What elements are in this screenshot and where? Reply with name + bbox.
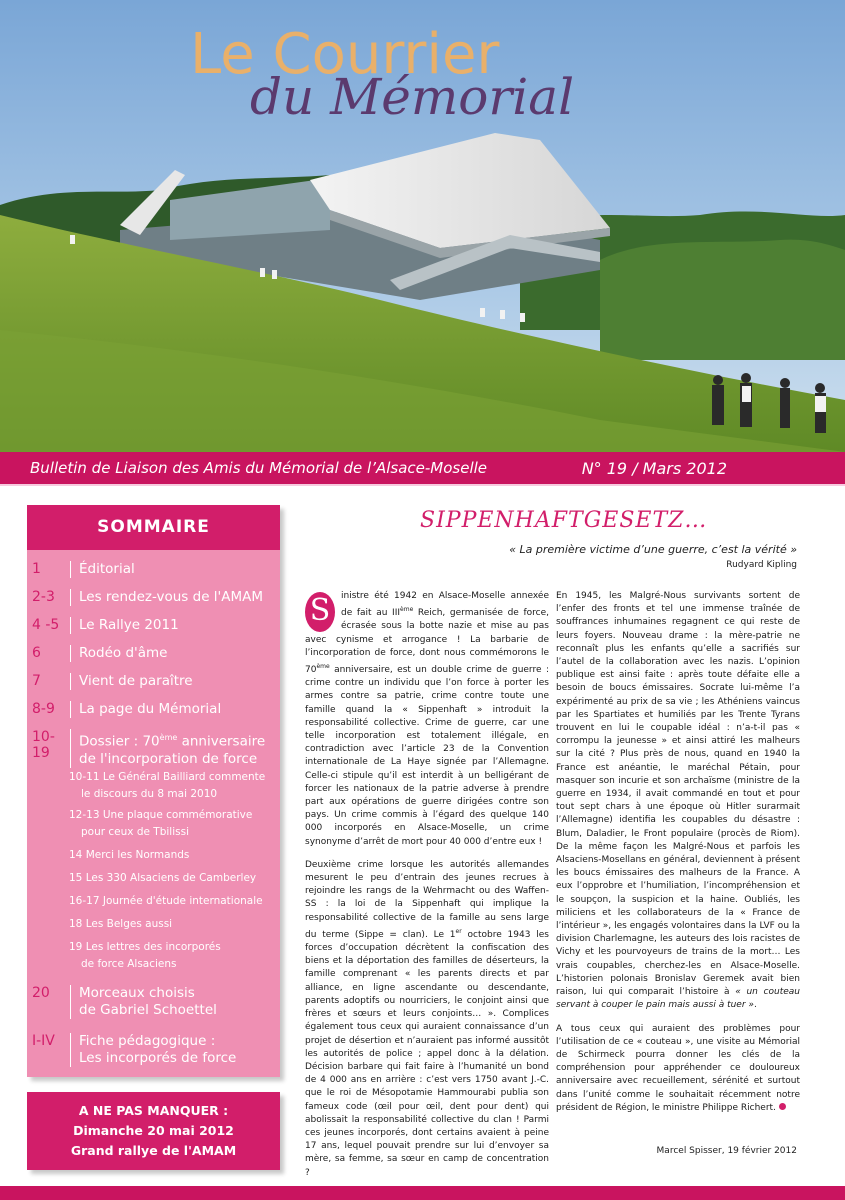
paragraph-text: inistre été 1942 en Alsace-Moselle annexée de fait au III — [341, 591, 549, 619]
toc-sub-line: 12-13 Une plaque commémorative — [69, 809, 253, 821]
toc-sub-label: 18 Les Belges aussi — [69, 918, 173, 930]
toc-sub-line: 19 Les lettres des incorporés — [69, 941, 221, 953]
toc-page: I-IV — [32, 1033, 55, 1049]
article-paragraph — [556, 590, 800, 1013]
toc-label: Vient de paraître — [70, 673, 278, 690]
toc-label-part: anniversaire — [177, 733, 266, 750]
article-paragraph — [305, 859, 549, 1180]
paragraph-sup: ème — [316, 663, 330, 671]
toc-sub-line: pour ceux de Tbilissi — [81, 826, 189, 838]
paragraph-text: En 1945, les Malgré-Nous survivants sortent de l’enfer des fronts et tel une immense traînée de souffrances inhumaines regagnent ce qui reste de leurs foyers. Nouveau drame : la mère-patrie ne reconnaît plus les enfants qu’elle a sacrifiés sur l’autel de la collaboration avec les nazis. L’opinion publique est ainsi faite : après toute défaite elle a besoin de boucs émissaires. Socrate lui-même l’a expérimenté au prix de sa vie ; les Athéniens vaincus par les Spartiates et humiliés par les Trente Tyrans trouvent en lui le coupable idéal : n’a-t-il pas « corrompu la jeunesse » et ainsi attiré les malheurs sur la cité ? Plus près de nous, quand en 1940 la France est anéantie, le maréchal Pétain, pour masquer son incurie et son archaïsme (ministre de la guerre en 1934, il avait commandé en tout et pour tout sept chars à une époque où Hitler surarmait l’Allemagne) identifia les coupables du désastre : Blum, Daladier, le Front populaire (procès de Riom). De la même façon les Malgré-Nous et parfois les Alsaciens-Mosellans en général, deviennent à présent les boucs émissaires des malheurs de la France. A eux l’opprobre et l’humiliation, l’incompréhension et le soupçon, la suspicion et la haine. Oubliés, les miliciens et les collaborateurs de la « France de l’intérieur », les engagés volontaires dans la LVF ou la division Charlemagne, les auteurs des lois racistes de Vichy et les pourvoyeurs de trains de la mort… Les vrais coupables, cherchez-les en Alsace-Moselle. L’historien polonais Bronislav Geremek avait bien raison, lui qui comparait l’histoire à — [556, 591, 800, 998]
toc-label — [70, 985, 278, 1019]
toc-heading: SOMMAIRE — [27, 505, 280, 550]
table-of-contents — [27, 505, 280, 1077]
paragraph-text: . — [753, 1000, 757, 1011]
toc-sub-label: 15 Les 330 Alsaciens de Camberley — [69, 872, 257, 884]
paragraph-text: Reich, germanisée de force, écrasée sous la botte nazie et mise au pas avec cynisme et arrogance ! La barbarie de l’incorporation de force, dont nous commémorons le 70 — [305, 608, 549, 676]
article-title: SIPPENHAFTGESETZ… — [420, 508, 708, 533]
toc-sub-label — [69, 769, 279, 803]
masthead-title: Le Courrier — [190, 22, 500, 87]
event-callout — [27, 1092, 280, 1170]
toc-page: 4 -5 — [32, 617, 60, 633]
epigraph-author: Rudyard Kipling — [726, 560, 797, 570]
toc-sub-label — [69, 939, 279, 973]
toc-page: 2-3 — [32, 589, 55, 605]
toc-sub-label: 16-17 Journée d'étude internationale — [69, 895, 263, 907]
article-paragraph — [556, 1023, 800, 1115]
cover-photo — [0, 0, 845, 452]
toc-page: 10-19 — [32, 729, 55, 761]
end-mark-icon — [779, 1103, 786, 1110]
article-epigraph: « La première victime d’une guerre, c’est la vérité » — [509, 543, 797, 556]
article-column-right — [556, 590, 800, 1125]
toc-label-part: de l'incorporation de force — [79, 750, 258, 767]
toc-page: 20 — [32, 985, 50, 1001]
toc-label: Éditorial — [70, 561, 278, 578]
toc-sub-label: 14 Merci les Normands — [69, 849, 190, 861]
toc-page: 8-9 — [32, 701, 55, 717]
drop-cap: S — [305, 592, 335, 632]
paragraph-sup: ème — [400, 606, 414, 614]
masthead — [0, 0, 845, 150]
toc-sub-label — [69, 807, 279, 841]
paragraph-text: octobre 1943 les forces d’occupation décrètent la confiscation des biens et la déportation des familles de déserteurs, la famille comprenant « les parents directs et par alliance, en ligne ascendante ou descendante, parents adoptifs ou nourriciers, le conjoint ainsi que frères et sœurs et leurs conjoints… ». Complices également tous ceux qui auraient connaissance d’un projet de désertion et n’auraient pas informé aussitôt les autorités de police ; appel donc à la délation. Décision barbare qui fait faire à l’humanité un bond de 4 000 ans en arrière : c’est vers 1750 avant J.-C. que le roi de Mésopotamie Hammourabi publia son fameux code (œil pour œil, dent pour dent) qui abolissait la responsabilité collective du clan ! Parmi ces jeunes incorporés, dont certains avaient à peine 17 ans, lequel pouvait prendre sur lui d’envoyer sa mère, sa femme, sa sœur en camp de concentration ? — [305, 929, 549, 1178]
toc-sub-line: le discours du 8 mai 2010 — [81, 788, 218, 800]
paragraph-text: A tous ceux qui auraient des problèmes pour l’utilisation de ce « couteau », une visite au Mémorial de Schirmeck pourra donner les clés de la compréhension pour appréhender ce douloureux anniversaire avec recueillement, sérénité et surtout dans l’unité comme le souhaitait récemment notre président de Région, le ministre Philippe Richert. — [556, 1023, 800, 1113]
callout-date: Dimanche 20 mai 2012 — [73, 1123, 234, 1138]
toc-sub-line: de force Alsaciens — [81, 958, 177, 970]
toc-page: 6 — [32, 645, 41, 661]
issue-number: N° 19 / Mars 2012 — [581, 458, 727, 478]
toc-label: Rodéo d'âme — [70, 645, 278, 662]
paragraph-text: Deuxième crime lorsque les autorités allemandes mesurent le peu d’entrain des jeunes recrues à rejoindre les rangs de la Wehrmacht ou des Waffen-SS : la loi de la Sippenhaft qui implique la responsabilité collective de la famille au sens large du terme (Sippe = clan). Le 1 — [305, 859, 549, 940]
footer-bar — [0, 1186, 845, 1200]
toc-label-part: Dossier : 70 — [79, 733, 160, 750]
toc-page: 1 — [32, 561, 41, 577]
bulletin-name: Bulletin de Liaison des Amis du Mémorial de l’Alsace-Moselle — [30, 459, 488, 477]
article-signature: Marcel Spisser, 19 février 2012 — [656, 1146, 797, 1156]
article-column-left — [305, 590, 549, 1190]
toc-label — [70, 729, 278, 768]
toc-label: La page du Mémorial — [70, 701, 278, 718]
toc-label-part: de Gabriel Schoettel — [79, 1002, 217, 1018]
toc-label-part: Fiche pédagogique : — [79, 1033, 216, 1049]
toc-label: Le Rallye 2011 — [70, 617, 278, 634]
paragraph-text: anniversaire, est un double crime de guerre : crime contre un individu que l’on force à porter les armes contre sa patrie, crime contre toute une famille quand la « Sippenhaft » introduit la responsabilité collective. Crime de guerre, car une telle incorporation est totalement illégale, en contradiction avec l’article 23 de la Convention internationale de La Haye signée par l’Allemagne. Celle-ci stipule qu’il est interdit à un belligérant de forcer les nationaux de la patrie adverse à prendre part aux opérations de guerre dirigées contre son pays. Un crime commis à l’égard des quelque 140 000 incorporés en Alsace-Moselle, un crime synonyme d’arrêt de mort pour 40 000 d’entre eux ! — [305, 665, 549, 847]
toc-label-sup: ème — [159, 733, 178, 742]
toc-page: 7 — [32, 673, 41, 689]
callout-heading: A NE PAS MANQUER : — [78, 1103, 229, 1118]
masthead-subtitle: du Mémorial — [250, 68, 575, 126]
toc-label-part: Les incorporés de force — [79, 1050, 237, 1066]
callout-event: Grand rallye de l'AMAM — [70, 1143, 237, 1158]
bulletin-band — [0, 452, 845, 486]
paragraph-quote: « un couteau servant à couper le pain mais aussi à tuer » — [556, 987, 800, 1011]
paragraph-sup: er — [455, 927, 462, 935]
toc-label-part: Morceaux choisis — [79, 985, 195, 1001]
toc-label — [70, 1033, 278, 1067]
toc-label: Les rendez-vous de l'AMAM — [70, 589, 278, 606]
article-paragraph — [305, 590, 549, 849]
toc-sub-line: 10-11 Le Général Bailliard commente — [69, 771, 266, 783]
